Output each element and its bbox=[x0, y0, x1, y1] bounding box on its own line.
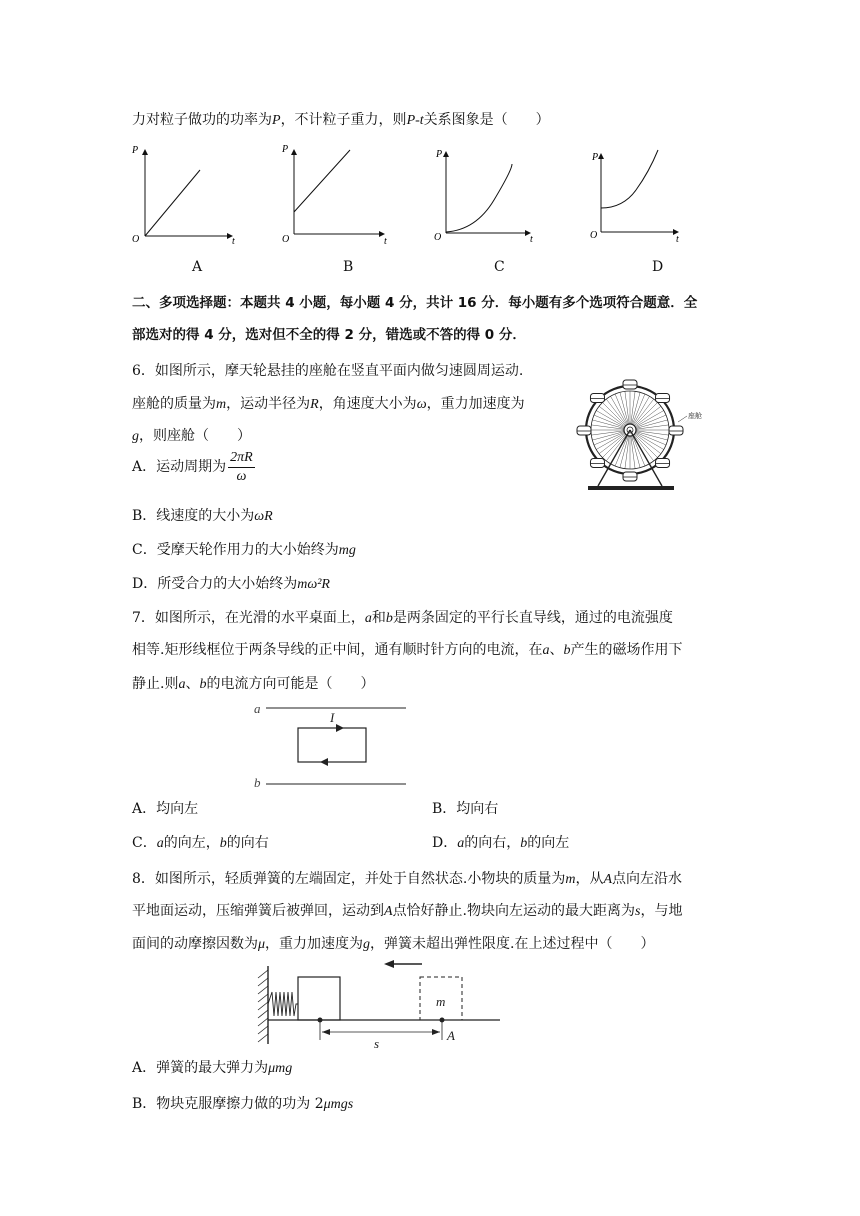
q6-option-b bbox=[132, 506, 273, 527]
graph-a-origin: O bbox=[132, 234, 140, 245]
cabin bbox=[656, 393, 670, 402]
q7-var-b: b bbox=[219, 836, 227, 851]
q5-var-p: P bbox=[272, 113, 281, 128]
graph-c-xlabel: t bbox=[530, 234, 533, 245]
q8-option-b bbox=[132, 1094, 353, 1115]
graph-a-xlabel: t bbox=[232, 236, 235, 247]
q5-option-c-label: C bbox=[494, 259, 505, 275]
wire-a-label: a bbox=[254, 701, 261, 716]
cabin bbox=[623, 472, 637, 481]
q8-text: ，弹簧未超出弹性限度.在上述过程中（ ） bbox=[370, 936, 655, 952]
q8-var-a: A bbox=[384, 904, 393, 919]
q7-text: 、 bbox=[185, 676, 200, 692]
q7-text: 是两条固定的平行长直导线，通过的电流强度 bbox=[392, 610, 673, 626]
graph-c-origin: O bbox=[434, 232, 442, 243]
clockwise-arrow-bottom bbox=[320, 758, 328, 766]
q5-text-c: 关系图象是（ ） bbox=[423, 112, 550, 128]
q8-text: 平地面运动，压缩弹簧后被弹回，运动到 bbox=[132, 903, 384, 919]
q8-var-g: g bbox=[363, 937, 371, 952]
q6-line2 bbox=[132, 394, 525, 415]
ferris-wheel-figure bbox=[570, 374, 720, 502]
q7-option-d bbox=[432, 833, 569, 854]
q8-text: ，重力加速度为 bbox=[265, 936, 364, 952]
q6-option-c-formula: mg bbox=[338, 543, 356, 558]
q7-text: C． bbox=[132, 835, 157, 851]
q7-text: 、 bbox=[549, 642, 564, 658]
q8-text: ，与地 bbox=[640, 903, 683, 919]
cabin bbox=[590, 393, 604, 402]
graph-d-origin: O bbox=[590, 230, 598, 241]
q6-option-a-text: A．运动周期为 bbox=[132, 459, 227, 475]
q7-line3 bbox=[132, 674, 374, 695]
q6-option-d-text: D．所受合力的大小始终为 bbox=[132, 576, 298, 592]
cabin bbox=[623, 380, 637, 389]
q8-option-b-formula: μmgs bbox=[323, 1097, 354, 1112]
graph-d-xlabel: t bbox=[676, 234, 679, 245]
rectangular-loop bbox=[298, 728, 366, 762]
q6-option-a bbox=[132, 448, 255, 486]
q6-option-d bbox=[132, 574, 330, 595]
fraction-denominator: ω bbox=[236, 468, 247, 484]
q7-option-b: B．均向右 bbox=[432, 801, 499, 817]
q7-text: 的向右 bbox=[226, 835, 269, 851]
q8-option-a-formula: μmg bbox=[268, 1061, 293, 1076]
q7-text: 的向左， bbox=[163, 835, 220, 851]
q6-var-omega: ω bbox=[416, 397, 427, 412]
q7-text: 的向左 bbox=[527, 835, 570, 851]
spring bbox=[268, 992, 298, 1016]
q6-text: 座舱的质量为 bbox=[132, 396, 216, 412]
q8-var-m: m bbox=[565, 872, 576, 887]
graph-c bbox=[434, 149, 533, 245]
block-mass-label: m bbox=[436, 994, 446, 1009]
q7-text: 的向右， bbox=[464, 835, 521, 851]
q7-option-c bbox=[132, 833, 269, 854]
q6-var-m: m bbox=[216, 397, 227, 412]
graph-b bbox=[281, 144, 387, 247]
cabin-label: 座舱 bbox=[688, 412, 702, 420]
q6-text: ，重力加速度为 bbox=[426, 396, 525, 412]
cabin bbox=[656, 459, 670, 468]
q7-wire-figure bbox=[250, 698, 420, 794]
graph-d-ylabel: P bbox=[592, 152, 599, 163]
q8-text: 面间的动摩擦因数为 bbox=[132, 936, 258, 952]
distance-s-label: s bbox=[374, 1036, 380, 1050]
q6-option-c bbox=[132, 540, 356, 561]
clockwise-arrow-top bbox=[336, 724, 344, 732]
q8-line3 bbox=[132, 934, 654, 955]
q6-option-d-formula: mω²R bbox=[297, 577, 330, 592]
block-natural-position bbox=[298, 977, 340, 1020]
q8-var-a: A bbox=[603, 872, 613, 887]
q5-text-a: 力对粒子做功的功率为 bbox=[132, 112, 272, 128]
q7-option-a: A．均向左 bbox=[132, 801, 199, 817]
q7-var-b: b bbox=[385, 611, 393, 626]
q7-text: 相等.矩形线框位于两条导线的正中间，通有顺时针方向的电流，在 bbox=[132, 642, 543, 658]
q7-var-a: a bbox=[457, 836, 465, 851]
q6-var-r: R bbox=[310, 397, 319, 412]
q8-line1 bbox=[132, 869, 682, 890]
current-i-label: I bbox=[330, 710, 335, 725]
q6-text: ，角速度大小为 bbox=[318, 396, 417, 412]
graph-d bbox=[590, 150, 679, 245]
graph-b-xlabel: t bbox=[384, 236, 387, 247]
q6-fraction bbox=[228, 449, 255, 486]
q7-var-a: a bbox=[178, 677, 186, 692]
q7-var-b: b bbox=[520, 836, 528, 851]
q7-line1 bbox=[132, 608, 673, 629]
q8-option-b-text: B．物块克服摩擦力做的功为 2 bbox=[132, 1096, 324, 1112]
section2-heading-line1: 二、多项选择题：本题共 4 小题，每小题 4 分，共计 16 分．每小题有多个选项符合题意．全 bbox=[132, 295, 698, 311]
section2-heading-line2: 部选对的得 4 分，选对但不全的得 2 分，错选或不答的得 0 分． bbox=[132, 327, 526, 343]
q5-graphs bbox=[128, 140, 688, 248]
q8-var-mu: μ bbox=[258, 937, 266, 952]
q7-var-a: a bbox=[364, 611, 372, 626]
q7-text: 产生的磁场作用下 bbox=[570, 642, 683, 658]
q6-option-b-formula: ωR bbox=[254, 509, 273, 524]
cabin bbox=[577, 426, 591, 435]
graph-a-ylabel: P bbox=[132, 145, 139, 156]
wall-hatching bbox=[258, 970, 268, 1042]
q5-option-b-label: B bbox=[343, 259, 354, 275]
q6-var-g: g bbox=[132, 429, 139, 444]
q7-var-a: a bbox=[542, 643, 550, 658]
point-a-label: A bbox=[447, 1028, 455, 1043]
q7-text: D． bbox=[432, 835, 458, 851]
q5-option-a-label: A bbox=[192, 259, 203, 275]
cabin bbox=[669, 426, 683, 435]
point-a bbox=[440, 1018, 445, 1023]
q8-option-a-text: A．弹簧的最大弹力为 bbox=[132, 1060, 269, 1076]
q7-text: 的电流方向可能是（ ） bbox=[206, 676, 375, 692]
q5-var-pt: P-t bbox=[406, 113, 424, 128]
q8-line2 bbox=[132, 901, 682, 922]
q6-text: ，则座舱（ ） bbox=[139, 428, 251, 444]
q7-var-b: b bbox=[199, 677, 207, 692]
q7-line2 bbox=[132, 640, 682, 661]
graph-a bbox=[131, 145, 235, 247]
q5-question-text bbox=[132, 110, 550, 131]
q6-line1: 6．如图所示，摩天轮悬挂的座舱在竖直平面内做匀速圆周运动. bbox=[132, 363, 524, 379]
q8-text: 8．如图所示，轻质弹簧的左端固定，并处于自然状态.小物块的质量为 bbox=[132, 871, 566, 887]
q8-text: ，从 bbox=[575, 871, 604, 887]
wire-b-label: b bbox=[254, 775, 261, 790]
point-spring-end bbox=[318, 1018, 323, 1023]
q6-text: ，运动半径为 bbox=[226, 396, 311, 412]
left-arrow-icon bbox=[384, 960, 394, 968]
q7-var-b: b bbox=[563, 643, 571, 658]
q7-var-a: a bbox=[156, 836, 164, 851]
q5-text-b: ，不计粒子重力，则 bbox=[280, 112, 407, 128]
q7-text: 静止.则 bbox=[132, 676, 179, 692]
graph-b-origin: O bbox=[282, 234, 290, 245]
q6-option-b-text: B．线速度的大小为 bbox=[132, 508, 255, 524]
q8-text: 点恰好静止.物块向左运动的最大距离为 bbox=[392, 903, 636, 919]
q6-option-c-text: C．受摩天轮作用力的大小始终为 bbox=[132, 542, 339, 558]
spring-block-figure bbox=[250, 960, 506, 1050]
q8-var-s: s bbox=[635, 904, 641, 919]
graph-b-ylabel: P bbox=[282, 144, 289, 155]
q5-option-d-label: D bbox=[652, 259, 664, 275]
q6-line3 bbox=[132, 426, 251, 447]
q7-text: 和 bbox=[371, 610, 386, 626]
q8-option-a bbox=[132, 1058, 292, 1079]
fraction-numerator: 2πR bbox=[228, 449, 255, 468]
q8-text: 点向左沿水 bbox=[612, 871, 683, 887]
q7-text: 7．如图所示，在光滑的水平桌面上， bbox=[132, 610, 365, 626]
cabin bbox=[590, 459, 604, 468]
graph-c-ylabel: P bbox=[436, 149, 443, 160]
